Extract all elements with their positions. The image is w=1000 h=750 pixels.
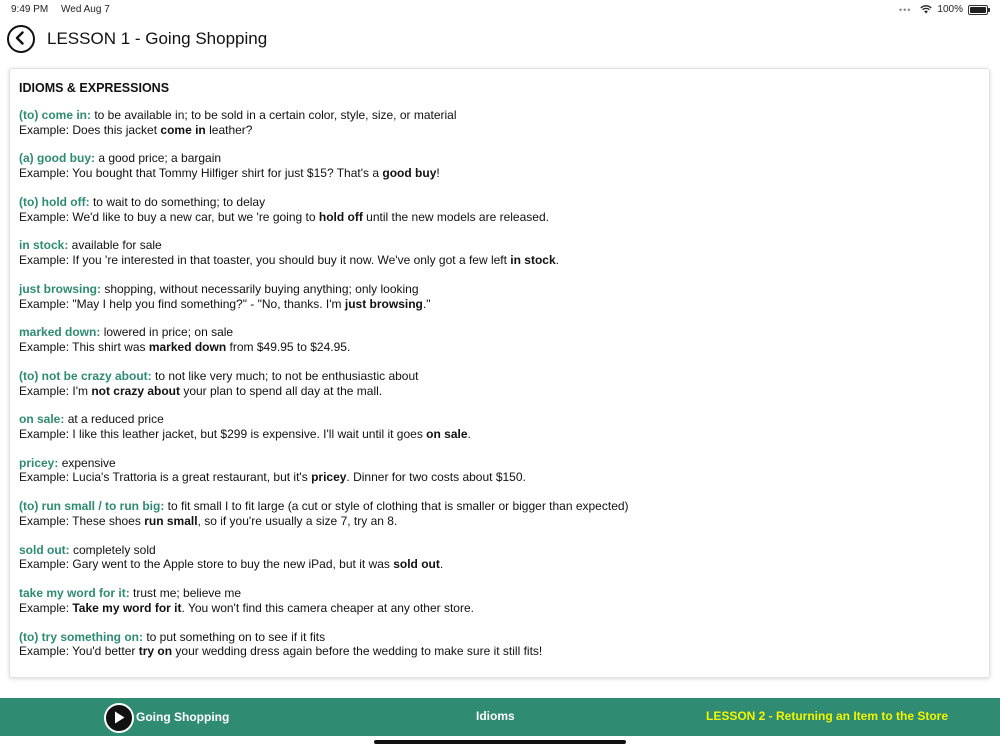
example-text: Example: Gary went to the Apple store to buy the new iPad, but it was (19, 557, 394, 572)
idiom-entry (19, 282, 980, 311)
idiom-entry (19, 499, 980, 528)
idiom-definition-line (19, 499, 980, 514)
idiom-definition: available for sale (68, 238, 162, 253)
idiom-entry (19, 151, 980, 180)
play-button[interactable] (104, 703, 134, 733)
example-highlight: hold off (318, 209, 363, 224)
idiom-definition: completely sold (69, 542, 156, 557)
idiom-term: (to) run small / to run big: (19, 499, 165, 514)
status-time: 9:49 PM (11, 4, 49, 15)
example-highlight: on sale (426, 426, 468, 441)
idiom-example (19, 601, 980, 616)
example-text: Example: "May I help you find something?" - "No, thanks. I'm (19, 296, 345, 311)
idiom-entry (19, 412, 980, 441)
wifi-icon (920, 5, 932, 14)
idiom-example (19, 384, 980, 399)
example-text: your plan to spend all day at the mall. (180, 383, 383, 398)
example-highlight: Take my word for it (72, 600, 182, 615)
example-text: from $49.95 to $24.95. (226, 340, 351, 355)
example-text: until the new models are released. (362, 209, 549, 224)
example-text: leather? (205, 122, 253, 137)
example-highlight: marked down (148, 340, 227, 355)
example-highlight: good buy (382, 166, 437, 181)
example-highlight: just browsing (344, 296, 423, 311)
idiom-definition-line (19, 456, 980, 471)
example-text: Example: We'd like to buy a new car, but we 're going to (19, 209, 319, 224)
idiom-definition: lowered in price; on sale (100, 325, 234, 340)
idiom-example (19, 340, 980, 355)
idiom-definition-line (19, 238, 980, 253)
example-text: Example: You'd better (19, 644, 139, 659)
idiom-example (19, 210, 980, 225)
section-heading: IDIOMS & EXPRESSIONS (19, 81, 170, 95)
idiom-definition-line (19, 325, 980, 340)
idiom-definition: to not like very much; to not be enthusiastic about (151, 368, 419, 383)
idiom-entry (19, 108, 980, 137)
idiom-definition: expensive (58, 455, 116, 470)
idiom-term: (to) hold off: (19, 194, 90, 209)
idiom-term: on sale: (19, 412, 65, 427)
page-title: LESSON 1 - Going Shopping (47, 29, 268, 48)
example-text: Example: (19, 600, 73, 615)
idiom-term: (to) come in: (19, 108, 91, 122)
idiom-term: marked down: (19, 325, 101, 340)
idiom-example (19, 514, 980, 529)
idiom-definition: a good price; a bargain (94, 151, 222, 166)
idiom-definition-line (19, 412, 980, 427)
idiom-term: (a) good buy: (19, 151, 95, 166)
idiom-definition: to put something on to see if it fits (142, 629, 326, 644)
example-highlight: not crazy about (91, 383, 180, 398)
idiom-example (19, 166, 980, 181)
example-text: Example: Lucia's Trattoria is a great restaurant, but it's (19, 470, 312, 485)
header (0, 22, 1000, 58)
status-date: Wed Aug 7 (61, 4, 110, 15)
battery-percent: 100% (937, 4, 963, 15)
idiom-entry (19, 456, 980, 485)
example-text: Example: This shirt was (19, 340, 149, 355)
idiom-entry (19, 195, 980, 224)
next-lesson-link[interactable]: LESSON 2 - Returning an Item to the Store (706, 709, 949, 723)
idiom-entry (19, 325, 980, 354)
idiom-definition-line (19, 586, 980, 601)
example-text: . You won't find this camera cheaper at any other store. (181, 600, 474, 615)
example-highlight: run small (144, 513, 198, 528)
chevron-left-icon (14, 31, 26, 45)
home-indicator[interactable] (374, 740, 626, 744)
idiom-list (19, 108, 980, 659)
status-bar (0, 0, 1000, 18)
example-text: Example: Does this jacket (19, 122, 161, 137)
idioms-tab[interactable]: Idioms (476, 709, 515, 723)
idiom-definition: to wait to do something; to delay (89, 194, 266, 209)
example-text: Example: If you 're interested in that toaster, you should buy it now. We've only got a few left (19, 253, 511, 268)
idiom-example (19, 557, 980, 572)
idiom-entry (19, 238, 980, 267)
example-text: your wedding dress again before the wedding to make sure it still fits! (172, 644, 543, 659)
idiom-definition-line (19, 108, 980, 123)
idiom-term: in stock: (19, 238, 69, 253)
example-highlight: come in (160, 122, 206, 137)
idiom-definition-line (19, 195, 980, 210)
idiom-example (19, 470, 980, 485)
idiom-definition: to be available in; to be sold in a certain color, style, size, or material (91, 108, 457, 122)
example-text: . (555, 253, 559, 268)
idiom-definition: trust me; believe me (129, 586, 242, 601)
example-highlight: in stock (510, 253, 556, 268)
idiom-term: just browsing: (19, 281, 101, 296)
idiom-entry (19, 543, 980, 572)
idiom-definition-line (19, 543, 980, 558)
idiom-example (19, 644, 980, 659)
idiom-entry (19, 369, 980, 398)
example-text: . Dinner for two costs about $150. (346, 470, 526, 485)
battery-icon (968, 5, 988, 15)
example-text: Example: These shoes (19, 513, 145, 528)
status-right (899, 4, 988, 15)
example-text: , so if you're usually a size 7, try an 8. (197, 513, 398, 528)
idiom-definition-line (19, 630, 980, 645)
example-text: Example: You bought that Tommy Hilfiger shirt for just $15? That's a (19, 166, 383, 181)
idiom-definition-line (19, 282, 980, 297)
idiom-example (19, 123, 980, 138)
example-highlight: sold out (393, 557, 440, 572)
idiom-entry (19, 630, 980, 659)
play-icon (114, 711, 125, 724)
back-button[interactable] (7, 25, 35, 53)
status-left (11, 4, 120, 15)
example-text: Example: I'm (19, 383, 92, 398)
example-text: ! (436, 166, 440, 181)
example-text: ." (422, 296, 431, 311)
idioms-card (9, 68, 990, 678)
idiom-entry (19, 586, 980, 615)
idiom-term: (to) not be crazy about: (19, 368, 152, 383)
bottom-nav-bar (0, 698, 1000, 736)
idiom-definition: shopping, without necessarily buying anything; only looking (101, 281, 419, 296)
idiom-term: (to) try something on: (19, 629, 143, 644)
idiom-definition-line (19, 151, 980, 166)
idiom-term: sold out: (19, 542, 70, 557)
multitasking-dots-icon: ••• (898, 4, 912, 15)
idiom-definition: to fit small I to fit large (a cut or style of clothing that is smaller or bigger than expected) (164, 499, 629, 514)
idiom-definition: at a reduced price (64, 412, 164, 427)
current-lesson-label[interactable]: Going Shopping (136, 710, 230, 724)
idiom-example (19, 427, 980, 442)
idiom-example (19, 253, 980, 268)
idiom-example (19, 297, 980, 312)
example-highlight: pricey (311, 470, 347, 485)
idiom-term: pricey: (19, 455, 59, 470)
example-text: Example: I like this leather jacket, but $299 is expensive. I'll wait until it goes (19, 426, 427, 441)
example-highlight: try on (138, 644, 173, 659)
example-text: . (439, 557, 444, 572)
example-text: . (467, 426, 471, 441)
idiom-term: take my word for it: (19, 586, 130, 601)
idiom-definition-line (19, 369, 980, 384)
